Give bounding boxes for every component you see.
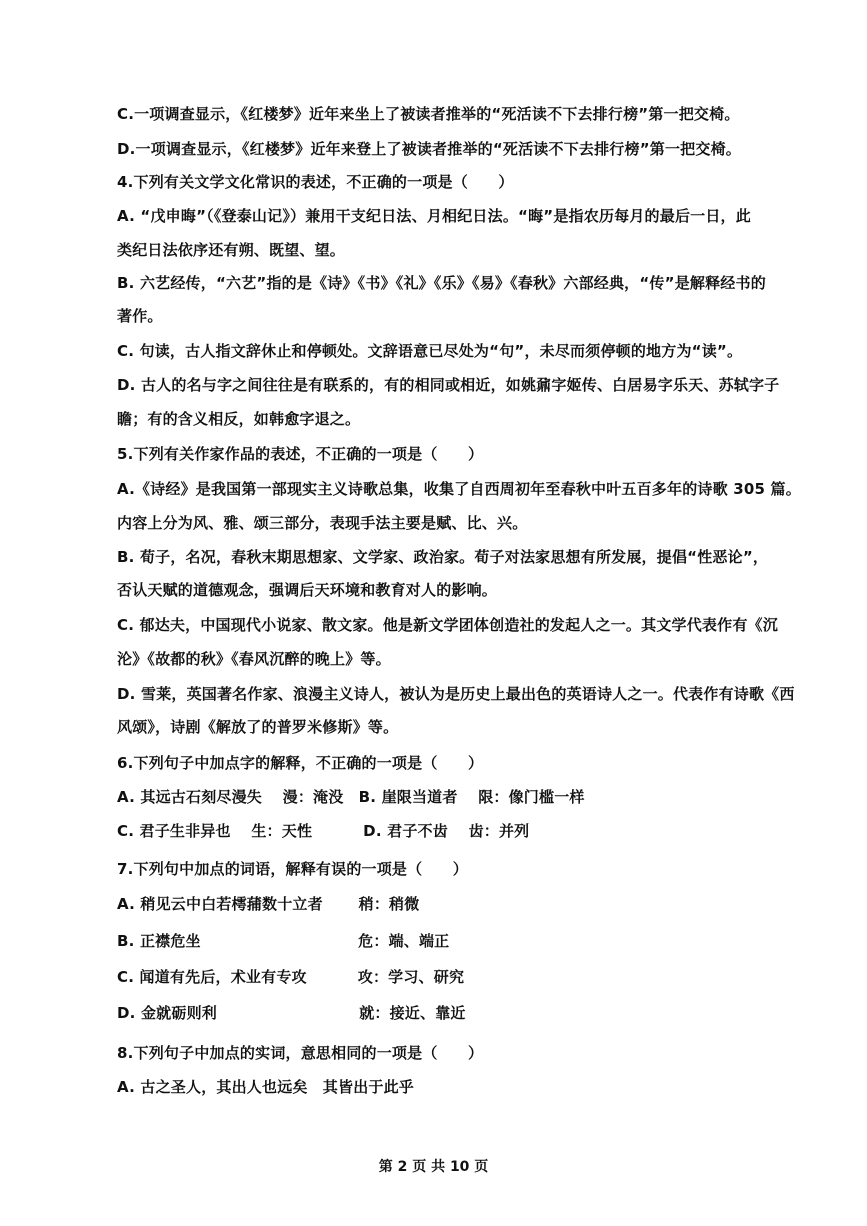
option-5c-line1: C. 郁达夫，中国现代小说家、散文家。他是新文学团体创造社的发起人之一。其文学代表作有《沉 [117,616,778,634]
question-5-stem: 5.下列有关作家作品的表述，不正确的一项是（ ） [117,445,484,463]
option-3c: C.一项调查显示，《红楼梦》近年来坐上了被读者推举的“死活读不下去排行榜”第一把交椅。 [117,105,740,123]
options-6cd: C. 君子生非异也 生：天性 D. 君子不齿 齿：并列 [117,822,530,840]
option-4b-line2: 著作。 [117,307,163,325]
option-7c: C. 闻道有先后，术业有专攻 攻：学习、研究 [117,968,465,986]
option-3d: D.一项调查显示，《红楼梦》近年来登上了被读者推举的“死活读不下去排行榜”第一把交椅。 [117,140,741,158]
options-6ab: A. 其远古石刻尽漫失 漫：淹没 B. 崖限当道者 限：像门槛一样 [117,788,585,806]
option-8a: A. 古之圣人，其出人也远矣 其皆出于此乎 [117,1078,415,1096]
option-5b-line2: 否认天赋的道德观念，强调后天环境和教育对人的影响。 [117,581,498,599]
option-4b-line1: B. 六艺经传，“六艺”指的是《诗》《书》《礼》《乐》《易》《春秋》六部经典，“传”是解释经书的 [117,274,766,292]
question-8-stem: 8.下列句子中加点的实词，意思相同的一项是（ ） [117,1044,484,1062]
option-5a-line1: A.《诗经》是我国第一部现实主义诗歌总集，收集了自西周初年至春秋中叶五百多年的诗歌 305 篇。 [117,480,801,498]
option-5d-line2: 风颂》，诗剧《解放了的普罗米修斯》等。 [117,718,399,736]
option-7a: A. 稍见云中白若樗蒱数十立者 稍：稍微 [117,895,420,913]
option-4a-line2: 类纪日法依序还有朔、既望、望。 [117,241,346,259]
question-4-stem: 4.下列有关文学文化常识的表述，不正确的一项是（ ） [117,173,514,191]
option-5c-line2: 沦》《故都的秋》《春风沉醉的晚上》等。 [117,650,391,668]
question-7-stem: 7.下列句中加点的词语，解释有误的一项是（ ） [117,860,468,878]
option-4d-line2: 瞻；有的含义相反，如韩愈字退之。 [117,410,361,428]
option-4d-line1: D. 古人的名与字之间往往是有联系的，有的相同或相近，如姚鼐字姬传、白居易字乐天、苏轼字子 [117,376,780,394]
option-7b: B. 正襟危坐 危：端、端正 [117,932,450,950]
option-7d: D. 金就砺则利 就：接近、靠近 [117,1004,466,1022]
option-4c: C. 句读，古人指文辞休止和停顿处。文辞语意已尽处为“句”，未尽而须停顿的地方为“读”。 [117,342,743,360]
option-5d-line1: D. 雪莱，英国著名作家、浪漫主义诗人，被认为是历史上最出色的英语诗人之一。代表作有诗歌《西 [117,685,795,703]
page-number: 第 2 页 共 10 页 [378,1159,489,1175]
question-6-stem: 6.下列句子中加点字的解释，不正确的一项是（ ） [117,754,484,772]
option-5a-line2: 内容上分为风、雅、颂三部分，表现手法主要是赋、比、兴。 [117,514,528,532]
option-4a-line1: A. “戊申晦”（《登泰山记》）兼用干支纪日法、月相纪日法。“晦”是指农历每月的最后一日，此 [117,207,751,225]
option-5b-line1: B. 荀子，名况，春秋末期思想家、文学家、政治家。荀子对法家思想有所发展，提倡“性恶论”， [117,548,769,566]
